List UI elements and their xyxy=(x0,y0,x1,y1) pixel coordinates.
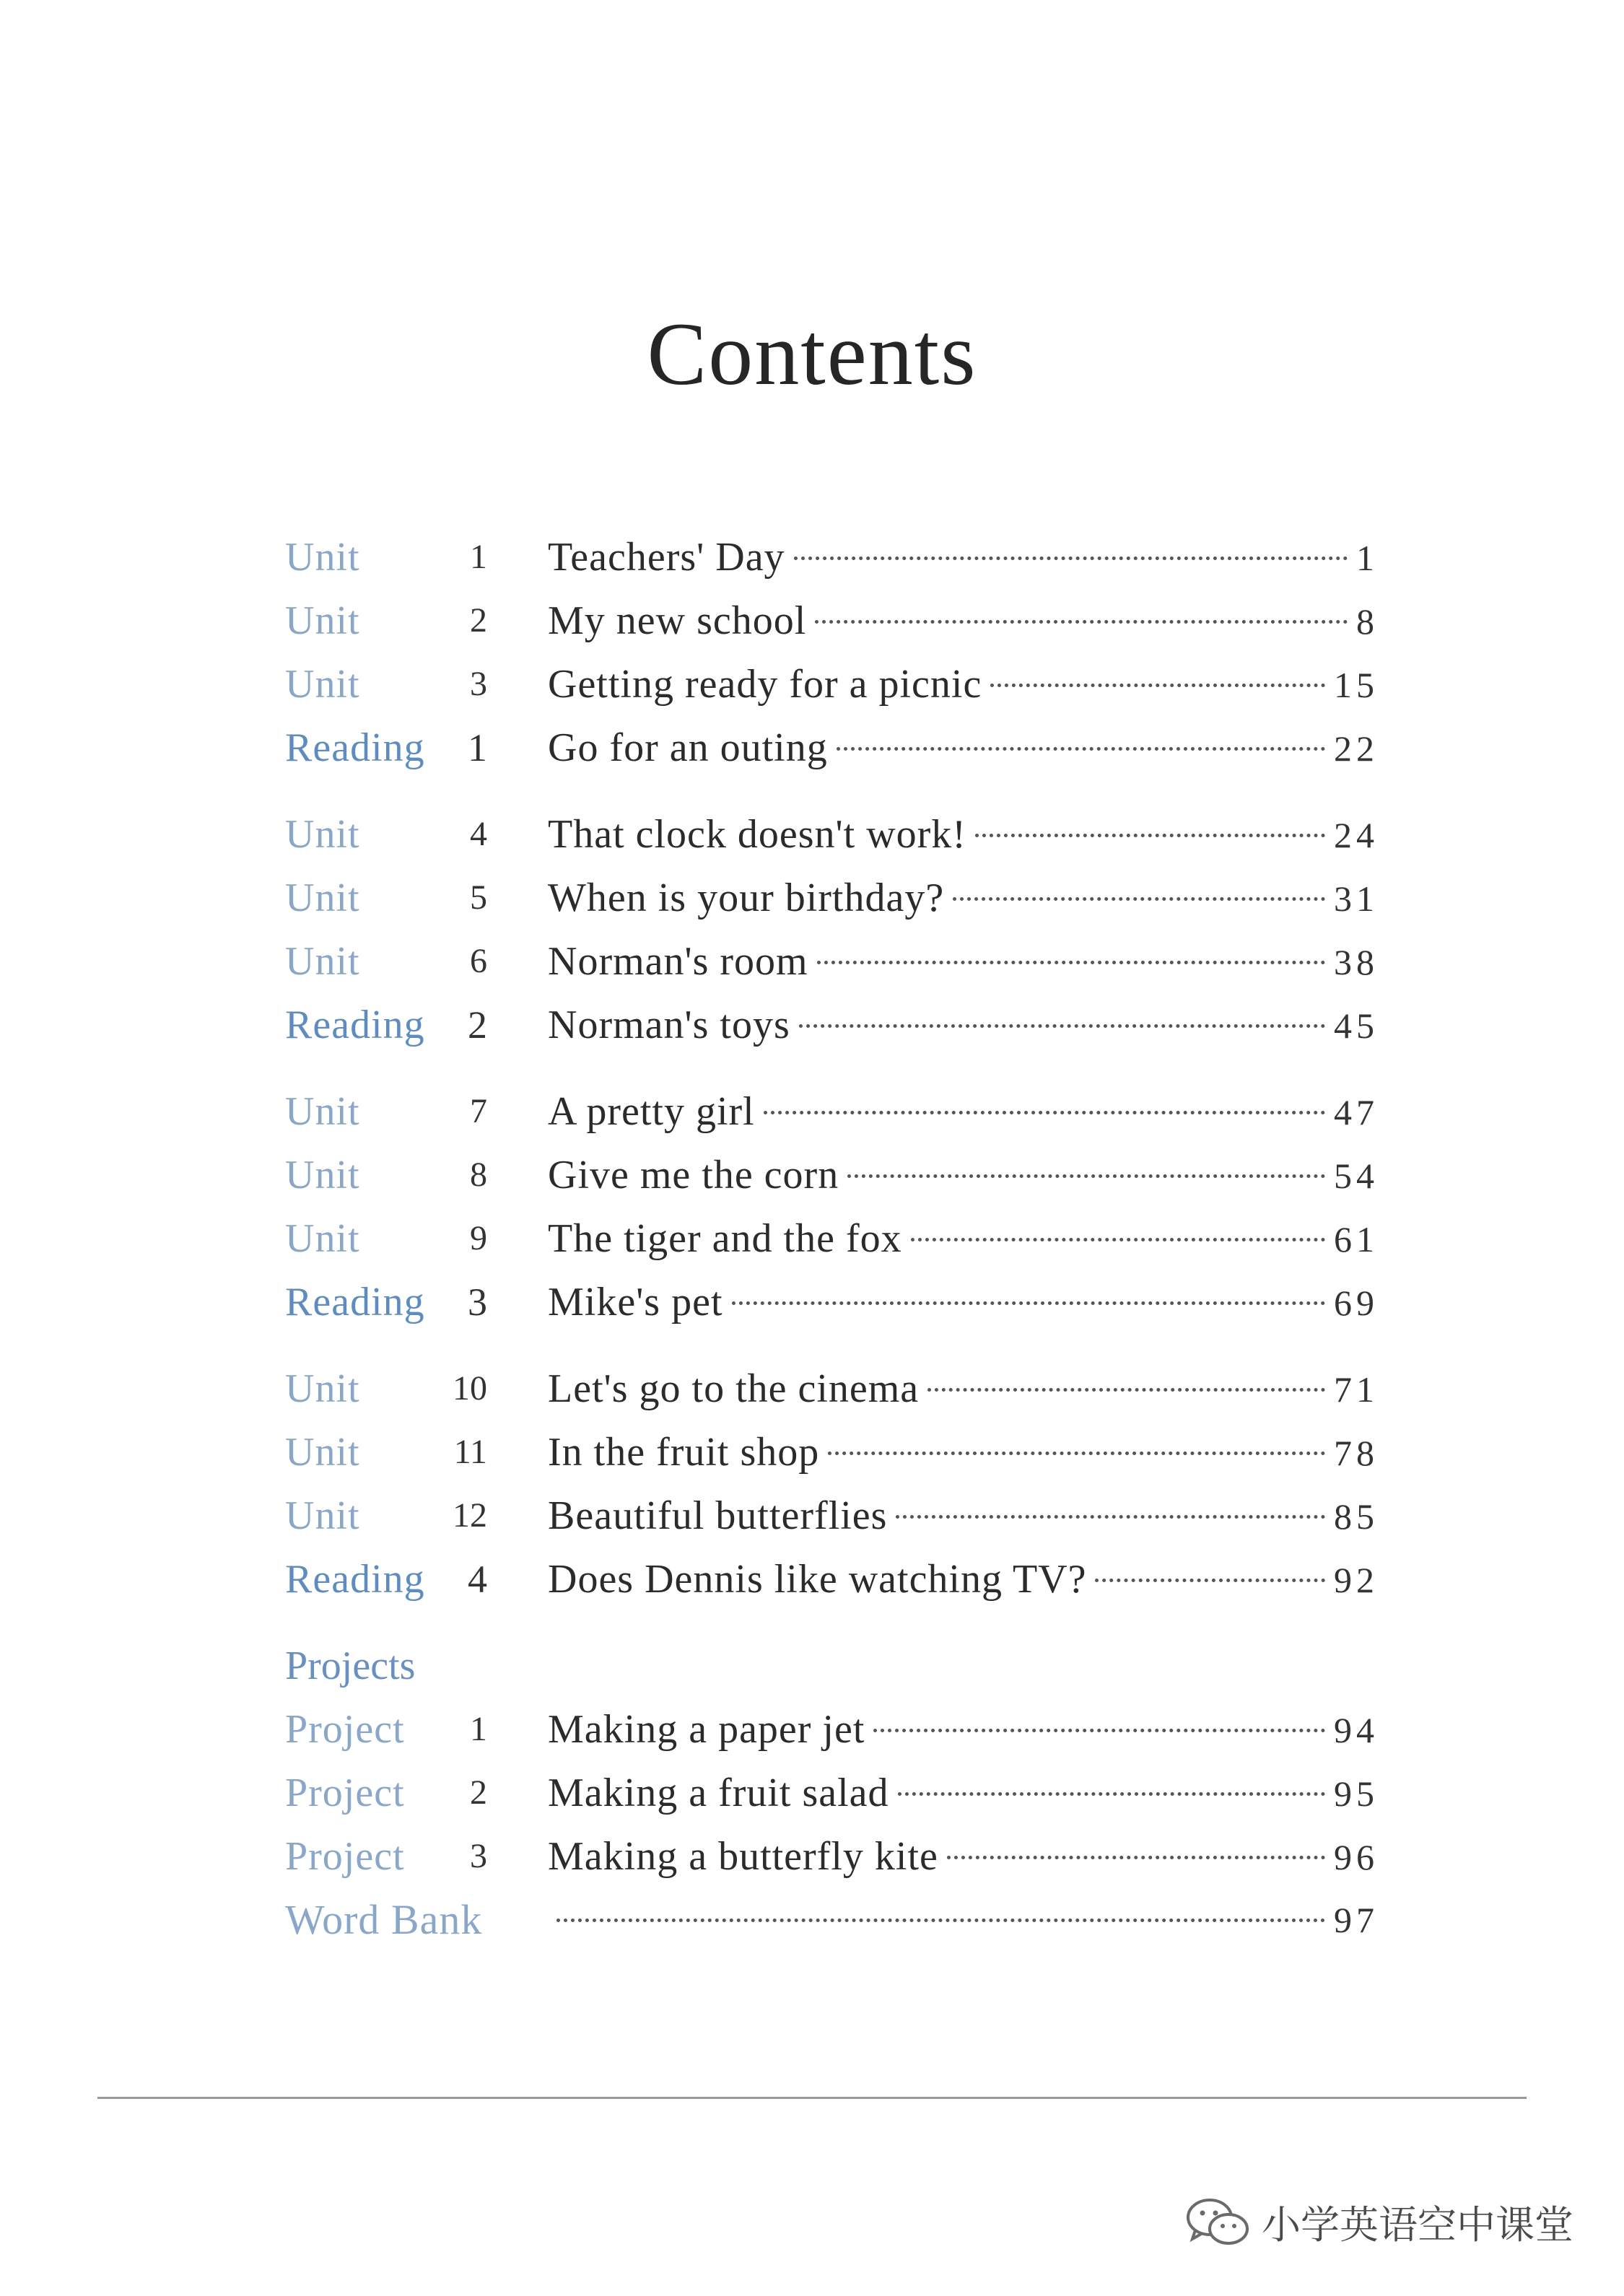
row-number: 9 xyxy=(470,1219,487,1257)
row-number: 11 xyxy=(453,1433,487,1471)
row-page-number: 54 xyxy=(1334,1156,1379,1196)
toc-row xyxy=(285,1548,1379,1611)
row-entry xyxy=(548,1761,1379,1825)
row-label: Project xyxy=(285,1771,405,1815)
toc-row xyxy=(285,1420,1379,1484)
section-gap xyxy=(285,1611,1379,1634)
row-page-number: 15 xyxy=(1334,665,1379,705)
dot-leader xyxy=(794,556,1348,560)
table-of-contents xyxy=(285,525,1379,1952)
row-page-number: 95 xyxy=(1334,1773,1379,1814)
toc-row xyxy=(285,866,1379,930)
row-label: Unit xyxy=(285,1089,360,1134)
dot-leader xyxy=(953,897,1325,901)
dot-leader xyxy=(556,1919,1325,1922)
row-entry xyxy=(548,1825,1379,1889)
row-number: 1 xyxy=(470,1710,487,1748)
row-label: Reading xyxy=(285,1003,425,1047)
row-label: Project xyxy=(285,1834,405,1879)
dot-leader xyxy=(828,1452,1325,1455)
row-number: 4 xyxy=(470,815,487,853)
row-title: Beautiful butterflies xyxy=(548,1493,888,1538)
row-entry xyxy=(548,1270,1379,1335)
row-title: Making a paper jet xyxy=(548,1707,865,1752)
row-number: 4 xyxy=(468,1558,487,1601)
dot-leader xyxy=(873,1729,1325,1732)
toc-row xyxy=(285,1143,1379,1207)
row-number: 2 xyxy=(470,1773,487,1812)
row-number: 1 xyxy=(470,538,487,576)
dot-leader xyxy=(847,1174,1325,1178)
wechat-icon xyxy=(1185,2197,1252,2248)
row-entry xyxy=(548,1143,1379,1208)
row-number: 7 xyxy=(470,1092,487,1130)
row-entry xyxy=(548,1207,1379,1271)
row-entry xyxy=(548,716,1379,780)
dot-leader xyxy=(815,620,1348,624)
dot-leader xyxy=(990,684,1325,687)
bottom-rule xyxy=(97,2097,1527,2099)
row-title: The tiger and the fox xyxy=(548,1216,902,1261)
toc-row xyxy=(285,589,1379,652)
row-number: 2 xyxy=(470,601,487,640)
row-label: Unit xyxy=(285,1216,360,1261)
row-entry xyxy=(548,1548,1379,1612)
row-title: Making a butterfly kite xyxy=(548,1834,938,1879)
row-page-number: 8 xyxy=(1356,601,1379,642)
row-label: Unit xyxy=(285,1366,360,1411)
row-number: 12 xyxy=(453,1496,487,1535)
toc-row xyxy=(285,652,1379,716)
row-entry xyxy=(548,993,1379,1057)
row-number: 5 xyxy=(470,878,487,917)
dot-leader xyxy=(947,1856,1325,1859)
row-label: Unit xyxy=(285,939,360,984)
row-entry xyxy=(548,1484,1379,1548)
row-title: Norman's toys xyxy=(548,1003,790,1047)
toc-row xyxy=(285,1825,1379,1888)
row-label: Unit xyxy=(285,1493,360,1538)
row-entry xyxy=(548,1420,1379,1485)
toc-row xyxy=(285,803,1379,866)
row-entry xyxy=(548,1698,1379,1762)
section-gap xyxy=(285,780,1379,803)
toc-row xyxy=(285,1761,1379,1825)
row-label: Unit xyxy=(285,598,360,643)
row-entry xyxy=(548,803,1379,867)
dot-leader xyxy=(927,1388,1325,1392)
word-bank-label: Word Bank xyxy=(285,1896,483,1943)
row-label: Unit xyxy=(285,876,360,920)
row-page-number: 38 xyxy=(1334,942,1379,982)
page-title: Contents xyxy=(647,305,977,403)
row-page-number: 24 xyxy=(1334,815,1379,855)
toc-row xyxy=(285,1484,1379,1548)
dot-leader xyxy=(911,1238,1325,1241)
row-page-number: 1 xyxy=(1356,538,1379,578)
toc-row xyxy=(285,930,1379,993)
row-entry xyxy=(548,866,1379,930)
row-label: Unit xyxy=(285,1153,360,1197)
projects-heading: Projects xyxy=(285,1644,416,1688)
row-label: Unit xyxy=(285,812,360,857)
row-title: Let's go to the cinema xyxy=(548,1366,920,1411)
row-page-number: 85 xyxy=(1334,1496,1379,1537)
row-label: Reading xyxy=(285,1280,425,1324)
row-title: Does Dennis like watching TV? xyxy=(548,1557,1087,1602)
row-title: Give me the corn xyxy=(548,1153,839,1197)
row-title: Go for an outing xyxy=(548,725,828,770)
row-number: 3 xyxy=(470,665,487,703)
dot-leader xyxy=(1095,1579,1325,1582)
row-number: 2 xyxy=(468,1003,487,1047)
row-title: Mike's pet xyxy=(548,1280,723,1324)
dot-leader xyxy=(764,1111,1325,1114)
toc-row xyxy=(285,1270,1379,1334)
row-number: 8 xyxy=(470,1156,487,1194)
row-label: Project xyxy=(285,1707,405,1752)
dot-leader xyxy=(898,1792,1325,1796)
row-number: 3 xyxy=(470,1837,487,1875)
toc-row xyxy=(285,525,1379,589)
row-page-number: 31 xyxy=(1334,878,1379,919)
row-page-number: 61 xyxy=(1334,1219,1379,1260)
row-entry xyxy=(548,589,1379,653)
dot-leader xyxy=(896,1515,1325,1519)
row-label: Reading xyxy=(285,1557,425,1602)
toc-row xyxy=(285,1698,1379,1761)
row-page-number: 47 xyxy=(1334,1092,1379,1132)
row-entry xyxy=(548,1357,1379,1421)
row-entry xyxy=(548,930,1379,994)
row-label: Unit xyxy=(285,535,360,580)
toc-row xyxy=(285,1357,1379,1420)
row-page-number: 71 xyxy=(1334,1369,1379,1410)
toc-row xyxy=(285,1080,1379,1143)
row-title: Getting ready for a picnic xyxy=(548,662,982,707)
dot-leader xyxy=(975,834,1325,837)
row-title: When is your birthday? xyxy=(548,876,945,920)
row-label: Unit xyxy=(285,1430,360,1475)
row-title: My new school xyxy=(548,598,807,643)
row-page-number: 96 xyxy=(1334,1837,1379,1877)
row-page-number: 78 xyxy=(1334,1433,1379,1473)
row-number: 1 xyxy=(468,726,487,769)
row-page-number: 22 xyxy=(1334,728,1379,769)
row-page-number: 92 xyxy=(1334,1560,1379,1600)
toc-row xyxy=(285,1207,1379,1270)
section-gap xyxy=(285,1334,1379,1357)
row-number: 10 xyxy=(453,1369,487,1407)
section-gap xyxy=(285,1057,1379,1080)
dot-leader xyxy=(837,747,1325,751)
row-page-number: 94 xyxy=(1334,1710,1379,1750)
row-label: Unit xyxy=(285,662,360,707)
row-number: 3 xyxy=(468,1280,487,1324)
toc-row xyxy=(285,716,1379,780)
row-entry xyxy=(548,1080,1379,1144)
dot-leader xyxy=(817,961,1325,964)
word-bank-row xyxy=(285,1888,1379,1952)
row-title: In the fruit shop xyxy=(548,1430,820,1475)
row-page-number: 69 xyxy=(1334,1283,1379,1323)
row-entry xyxy=(548,652,1379,717)
row-title: A pretty girl xyxy=(548,1089,755,1134)
row-title: Norman's room xyxy=(548,939,808,984)
row-title: Teachers' Day xyxy=(548,535,785,580)
row-entry xyxy=(548,525,1379,590)
row-title: Making a fruit salad xyxy=(548,1771,889,1815)
row-page-number: 45 xyxy=(1334,1005,1379,1046)
footer-text: 小学英语空中课堂 xyxy=(1262,2202,1573,2248)
row-number: 6 xyxy=(470,942,487,980)
row-page-number: 97 xyxy=(1334,1900,1379,1940)
toc-row xyxy=(285,993,1379,1057)
row-title: That clock doesn't work! xyxy=(548,812,966,857)
dot-leader xyxy=(732,1301,1325,1305)
row-label: Reading xyxy=(285,725,425,770)
row-entry xyxy=(548,1888,1379,1952)
footer-watermark xyxy=(1185,2194,1573,2250)
dot-leader xyxy=(799,1024,1325,1028)
